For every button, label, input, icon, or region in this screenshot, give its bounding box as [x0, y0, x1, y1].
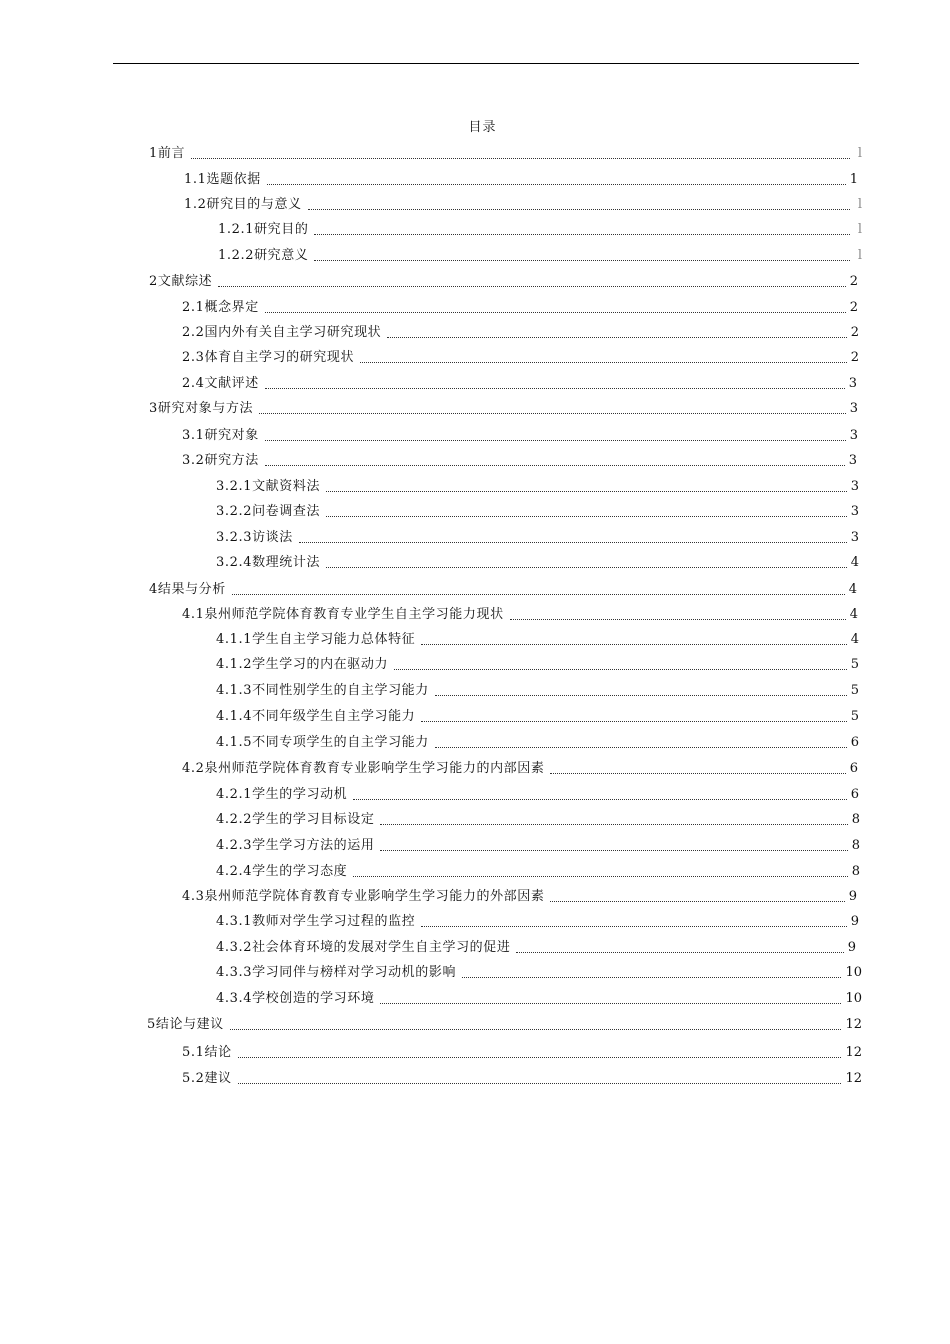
toc-dot-leader: [265, 312, 846, 313]
toc-page-number: 8: [851, 864, 860, 879]
toc-page-number: 4: [848, 582, 857, 597]
toc-entry-label: 1.2.1研究目的: [218, 222, 309, 237]
toc-entry[interactable]: [149, 578, 857, 598]
toc-dot-leader: [259, 413, 846, 414]
toc-page-number: 12: [845, 1045, 862, 1060]
toc-entry[interactable]: [149, 270, 858, 290]
toc-page-number: 2: [849, 300, 858, 315]
toc-page-number: 2: [849, 274, 858, 289]
toc-entry[interactable]: [216, 475, 859, 495]
toc-entry[interactable]: [182, 372, 857, 392]
toc-entry[interactable]: [216, 961, 862, 981]
toc-dot-leader: [265, 465, 845, 466]
toc-dot-leader: [380, 1003, 841, 1004]
toc-page-number: 6: [849, 761, 858, 776]
toc-dot-leader: [314, 260, 850, 261]
toc-page-number: l: [857, 197, 862, 212]
toc-entry-label: 4.2.4学生的学习态度: [216, 864, 348, 879]
toc-entry[interactable]: [182, 757, 858, 777]
toc-entry[interactable]: [216, 500, 859, 520]
toc-entry[interactable]: [216, 860, 860, 880]
toc-entry[interactable]: [184, 193, 862, 213]
toc-entry-label: 4.3.1教师对学生学习过程的监控: [216, 914, 416, 929]
toc-entry[interactable]: [216, 910, 859, 930]
toc-entry-label: 3.2.2问卷调查法: [216, 504, 321, 519]
toc-page-number: 4: [850, 555, 859, 570]
toc-entry[interactable]: [184, 168, 858, 188]
toc-entry[interactable]: [216, 705, 859, 725]
toc-entry-label: 3.1研究对象: [182, 428, 259, 443]
toc-page-number: 3: [850, 530, 859, 545]
toc-page-number: 3: [849, 401, 858, 416]
toc-dot-leader: [265, 388, 845, 389]
toc-entry[interactable]: [216, 653, 859, 673]
toc-dot-leader: [462, 977, 841, 978]
toc-entry-label: 5结论与建议: [147, 1017, 224, 1032]
toc-dot-leader: [380, 824, 847, 825]
toc-dot-leader: [238, 1083, 842, 1084]
toc-page-number: 3: [850, 479, 859, 494]
toc-title: 目录: [468, 120, 497, 135]
toc-dot-leader: [326, 516, 847, 517]
toc-dot-leader: [299, 542, 847, 543]
toc-entry-label: 3.2.4数理统计法: [216, 555, 321, 570]
toc-entry[interactable]: [182, 449, 857, 469]
toc-page-number: 3: [849, 428, 858, 443]
toc-dot-leader: [360, 362, 847, 363]
toc-entry-label: 4.3泉州师范学院体育教育专业影响学生学习能力的外部因素: [182, 889, 545, 904]
toc-entry-label: 4.2.1学生的学习动机: [216, 787, 348, 802]
toc-dot-leader: [516, 952, 843, 953]
toc-entry[interactable]: [216, 808, 860, 828]
toc-page-number: 12: [845, 1017, 862, 1032]
toc-entry-label: 5.2建议: [182, 1071, 232, 1086]
toc-page-number: 2: [850, 325, 859, 340]
toc-entry[interactable]: [182, 346, 859, 366]
toc-entry[interactable]: [182, 296, 858, 316]
toc-entry[interactable]: [218, 244, 862, 264]
toc-entry-label: 4结果与分析: [149, 582, 226, 597]
toc-entry[interactable]: [149, 142, 862, 162]
toc-page-number: 5: [850, 709, 859, 724]
toc-dot-leader: [265, 440, 846, 441]
toc-entry[interactable]: [182, 1041, 862, 1061]
toc-dot-leader: [421, 644, 846, 645]
toc-entry-label: 4.2.2学生的学习目标设定: [216, 812, 375, 827]
toc-page-number: 10: [845, 991, 862, 1006]
toc-entry-label: 1.2研究目的与意义: [184, 197, 302, 212]
toc-dot-leader: [218, 286, 845, 287]
toc-dot-leader: [550, 773, 845, 774]
toc-page-number: 6: [850, 787, 859, 802]
toc-dot-leader: [232, 594, 845, 595]
toc-entry[interactable]: [216, 987, 862, 1007]
toc-page-number: 3: [850, 504, 859, 519]
toc-entry-label: 2.3体育自主学习的研究现状: [182, 350, 355, 365]
toc-entry-label: 4.3.2社会体育环境的发展对学生自主学习的促进: [216, 940, 511, 955]
toc-entry[interactable]: [147, 1013, 862, 1033]
toc-dot-leader: [353, 799, 846, 800]
toc-entry-label: 4.3.4学校创造的学习环境: [216, 991, 375, 1006]
toc-entry-label: 3研究对象与方法: [149, 401, 254, 416]
toc-page-number: 8: [851, 812, 860, 827]
toc-entry-label: 4.1.1学生自主学习能力总体特征: [216, 632, 416, 647]
toc-page-number: 9: [847, 940, 856, 955]
toc-entry-label: 4.2泉州师范学院体育教育专业影响学生学习能力的内部因素: [182, 761, 545, 776]
toc-dot-leader: [387, 337, 846, 338]
toc-page-number: 9: [848, 889, 857, 904]
toc-entry[interactable]: [182, 603, 858, 623]
toc-entry[interactable]: [216, 526, 859, 546]
toc-dot-leader: [550, 901, 844, 902]
toc-entry[interactable]: [218, 218, 862, 238]
toc-dot-leader: [380, 850, 847, 851]
toc-entry-label: 1.1选题依据: [184, 172, 261, 187]
toc-dot-leader: [191, 158, 850, 159]
toc-entry-label: 2.4文献评述: [182, 376, 259, 391]
toc-entry[interactable]: [216, 731, 859, 751]
toc-page-number: 1: [849, 172, 858, 187]
toc-entry[interactable]: [216, 834, 860, 854]
toc-entry[interactable]: [182, 885, 857, 905]
toc-page-number: 5: [850, 683, 859, 698]
toc-entry-label: 2.1概念界定: [182, 300, 259, 315]
toc-entry-label: 5.1结论: [182, 1045, 232, 1060]
toc-dot-leader: [308, 209, 850, 210]
toc-page-number: 6: [850, 735, 859, 750]
toc-entry[interactable]: [182, 321, 859, 341]
toc-dot-leader: [326, 567, 847, 568]
toc-entry-label: 1前言: [149, 146, 186, 161]
toc-dot-leader: [394, 669, 847, 670]
toc-dot-leader: [314, 234, 850, 235]
toc-entry[interactable]: [149, 397, 858, 417]
toc-dot-leader: [267, 184, 846, 185]
toc-entry-label: 4.3.3学习同伴与榜样对学习动机的影响: [216, 965, 457, 980]
toc-page-number: 4: [849, 607, 858, 622]
toc-entry-label: 3.2.1文献资料法: [216, 479, 321, 494]
toc-entry-label: 4.1.5不同专项学生的自主学习能力: [216, 735, 429, 750]
toc-entry-label: 2文献综述: [149, 274, 213, 289]
toc-page-number: 10: [845, 965, 862, 980]
toc-entry-label: 2.2国内外有关自主学习研究现状: [182, 325, 382, 340]
toc-page-number: 3: [848, 453, 857, 468]
toc-entry-label: 4.1.4不同年级学生自主学习能力: [216, 709, 416, 724]
toc-dot-leader: [326, 491, 847, 492]
toc-page-number: 2: [850, 350, 859, 365]
toc-dot-leader: [435, 695, 847, 696]
toc-entry[interactable]: [216, 783, 859, 803]
toc-dot-leader: [435, 747, 847, 748]
toc-entry-label: 3.2研究方法: [182, 453, 259, 468]
toc-page-number: 3: [848, 376, 857, 391]
toc-dot-leader: [238, 1057, 842, 1058]
toc-entry-label: 4.1泉州师范学院体育教育专业学生自主学习能力现状: [182, 607, 504, 622]
toc-entry[interactable]: [216, 679, 859, 699]
toc-page-number: l: [857, 222, 862, 237]
toc-dot-leader: [230, 1029, 842, 1030]
toc-page-number: 12: [845, 1071, 862, 1086]
toc-entry[interactable]: [216, 551, 859, 571]
toc-page-number: l: [857, 248, 862, 263]
toc-entry[interactable]: [182, 1067, 862, 1087]
toc-page-number: l: [857, 146, 862, 161]
toc-dot-leader: [510, 619, 846, 620]
toc-entry-label: 4.1.2学生学习的内在驱动力: [216, 657, 389, 672]
toc-entry-label: 3.2.3访谈法: [216, 530, 293, 545]
toc-entry[interactable]: [216, 936, 856, 956]
toc-entry-label: 4.2.3学生学习方法的运用: [216, 838, 375, 853]
toc-entry-label: 4.1.3不同性别学生的自主学习能力: [216, 683, 429, 698]
toc-dot-leader: [421, 926, 846, 927]
toc-dot-leader: [421, 721, 846, 722]
toc-dot-leader: [353, 876, 847, 877]
header-rule: [113, 63, 859, 64]
toc-entry[interactable]: [182, 424, 858, 444]
toc-entry-label: 1.2.2研究意义: [218, 248, 309, 263]
toc-page-number: 8: [851, 838, 860, 853]
toc-page-number: 5: [850, 657, 859, 672]
toc-page-number: 9: [850, 914, 859, 929]
toc-entry[interactable]: [216, 628, 859, 648]
toc-page-number: 4: [850, 632, 859, 647]
